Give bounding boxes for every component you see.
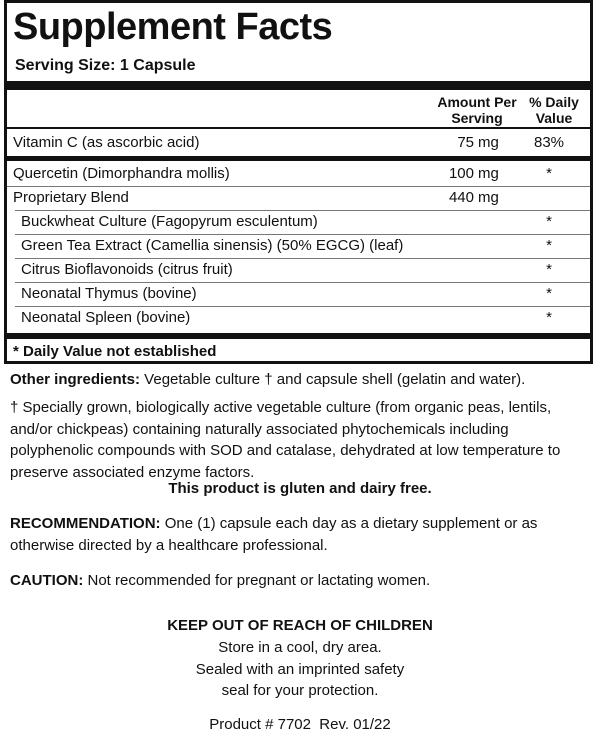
caution: CAUTION: Not recommended for pregnant or lactating women. — [10, 572, 431, 589]
storage-line: Store in a cool, dry area. — [218, 639, 382, 656]
storage-line: Sealed with an imprinted safety — [195, 661, 405, 678]
gluten-note: This product is gluten and dairy free. — [168, 480, 432, 497]
nutrient-row: Green Tea Extract (Camellia sinensis) (50% EGCG) (leaf) * — [21, 237, 552, 254]
nutrient-row: Neonatal Spleen (bovine) * — [21, 309, 552, 326]
keep-out-of-reach-heading: KEEP OUT OF REACH OF CHILDREN — [167, 617, 433, 634]
other-ingredients: Other ingredients: Vegetable culture † and capsule shell (gelatin and water). — [10, 371, 526, 388]
recommendation: RECOMMENDATION: One (1) capsule each day as a dietary supplement or as otherwise directed by a healthcare professional. — [10, 515, 538, 554]
storage-line: seal for your protection. — [221, 682, 379, 699]
culture-note: † Specially grown, biologically active vegetable culture (from organic peas, lentils, and/or chickpeas) containing naturally associated phytochemicals including polyphenolic compounds with SOD and catalase, dehydrated at low temperature to preserve associated enzyme factors. — [10, 399, 561, 481]
header-divider — [7, 127, 590, 129]
nutrient-row: Buckwheat Culture (Fagopyrum esculentum) * — [21, 213, 552, 230]
divider-medium — [7, 156, 590, 161]
serving-size: Serving Size: 1 Capsule — [15, 57, 196, 74]
nutrient-row: Proprietary Blend 440 mg — [13, 189, 499, 206]
divider-thick — [7, 333, 590, 339]
nutrient-row: Neonatal Thymus (bovine) * — [21, 285, 552, 302]
nutrient-row: Citrus Bioflavonoids (citrus fruit) * — [21, 261, 552, 278]
amount-per-serving-header: Amount Per Serving — [437, 94, 517, 126]
nutrient-row: Quercetin (Dimorphandra mollis) 100 mg * — [13, 165, 552, 182]
panel-title: Supplement Facts — [13, 6, 333, 48]
daily-value-footnote: * Daily Value not established — [13, 343, 217, 360]
divider-thick — [7, 81, 590, 90]
product-code: Product # 7702 Rev. 01/22 — [209, 716, 391, 733]
nutrient-row: Vitamin C (as ascorbic acid) 75 mg 83% — [13, 134, 565, 151]
supplement-facts-panel — [4, 0, 593, 364]
daily-value-header: % Daily Value — [529, 94, 579, 126]
